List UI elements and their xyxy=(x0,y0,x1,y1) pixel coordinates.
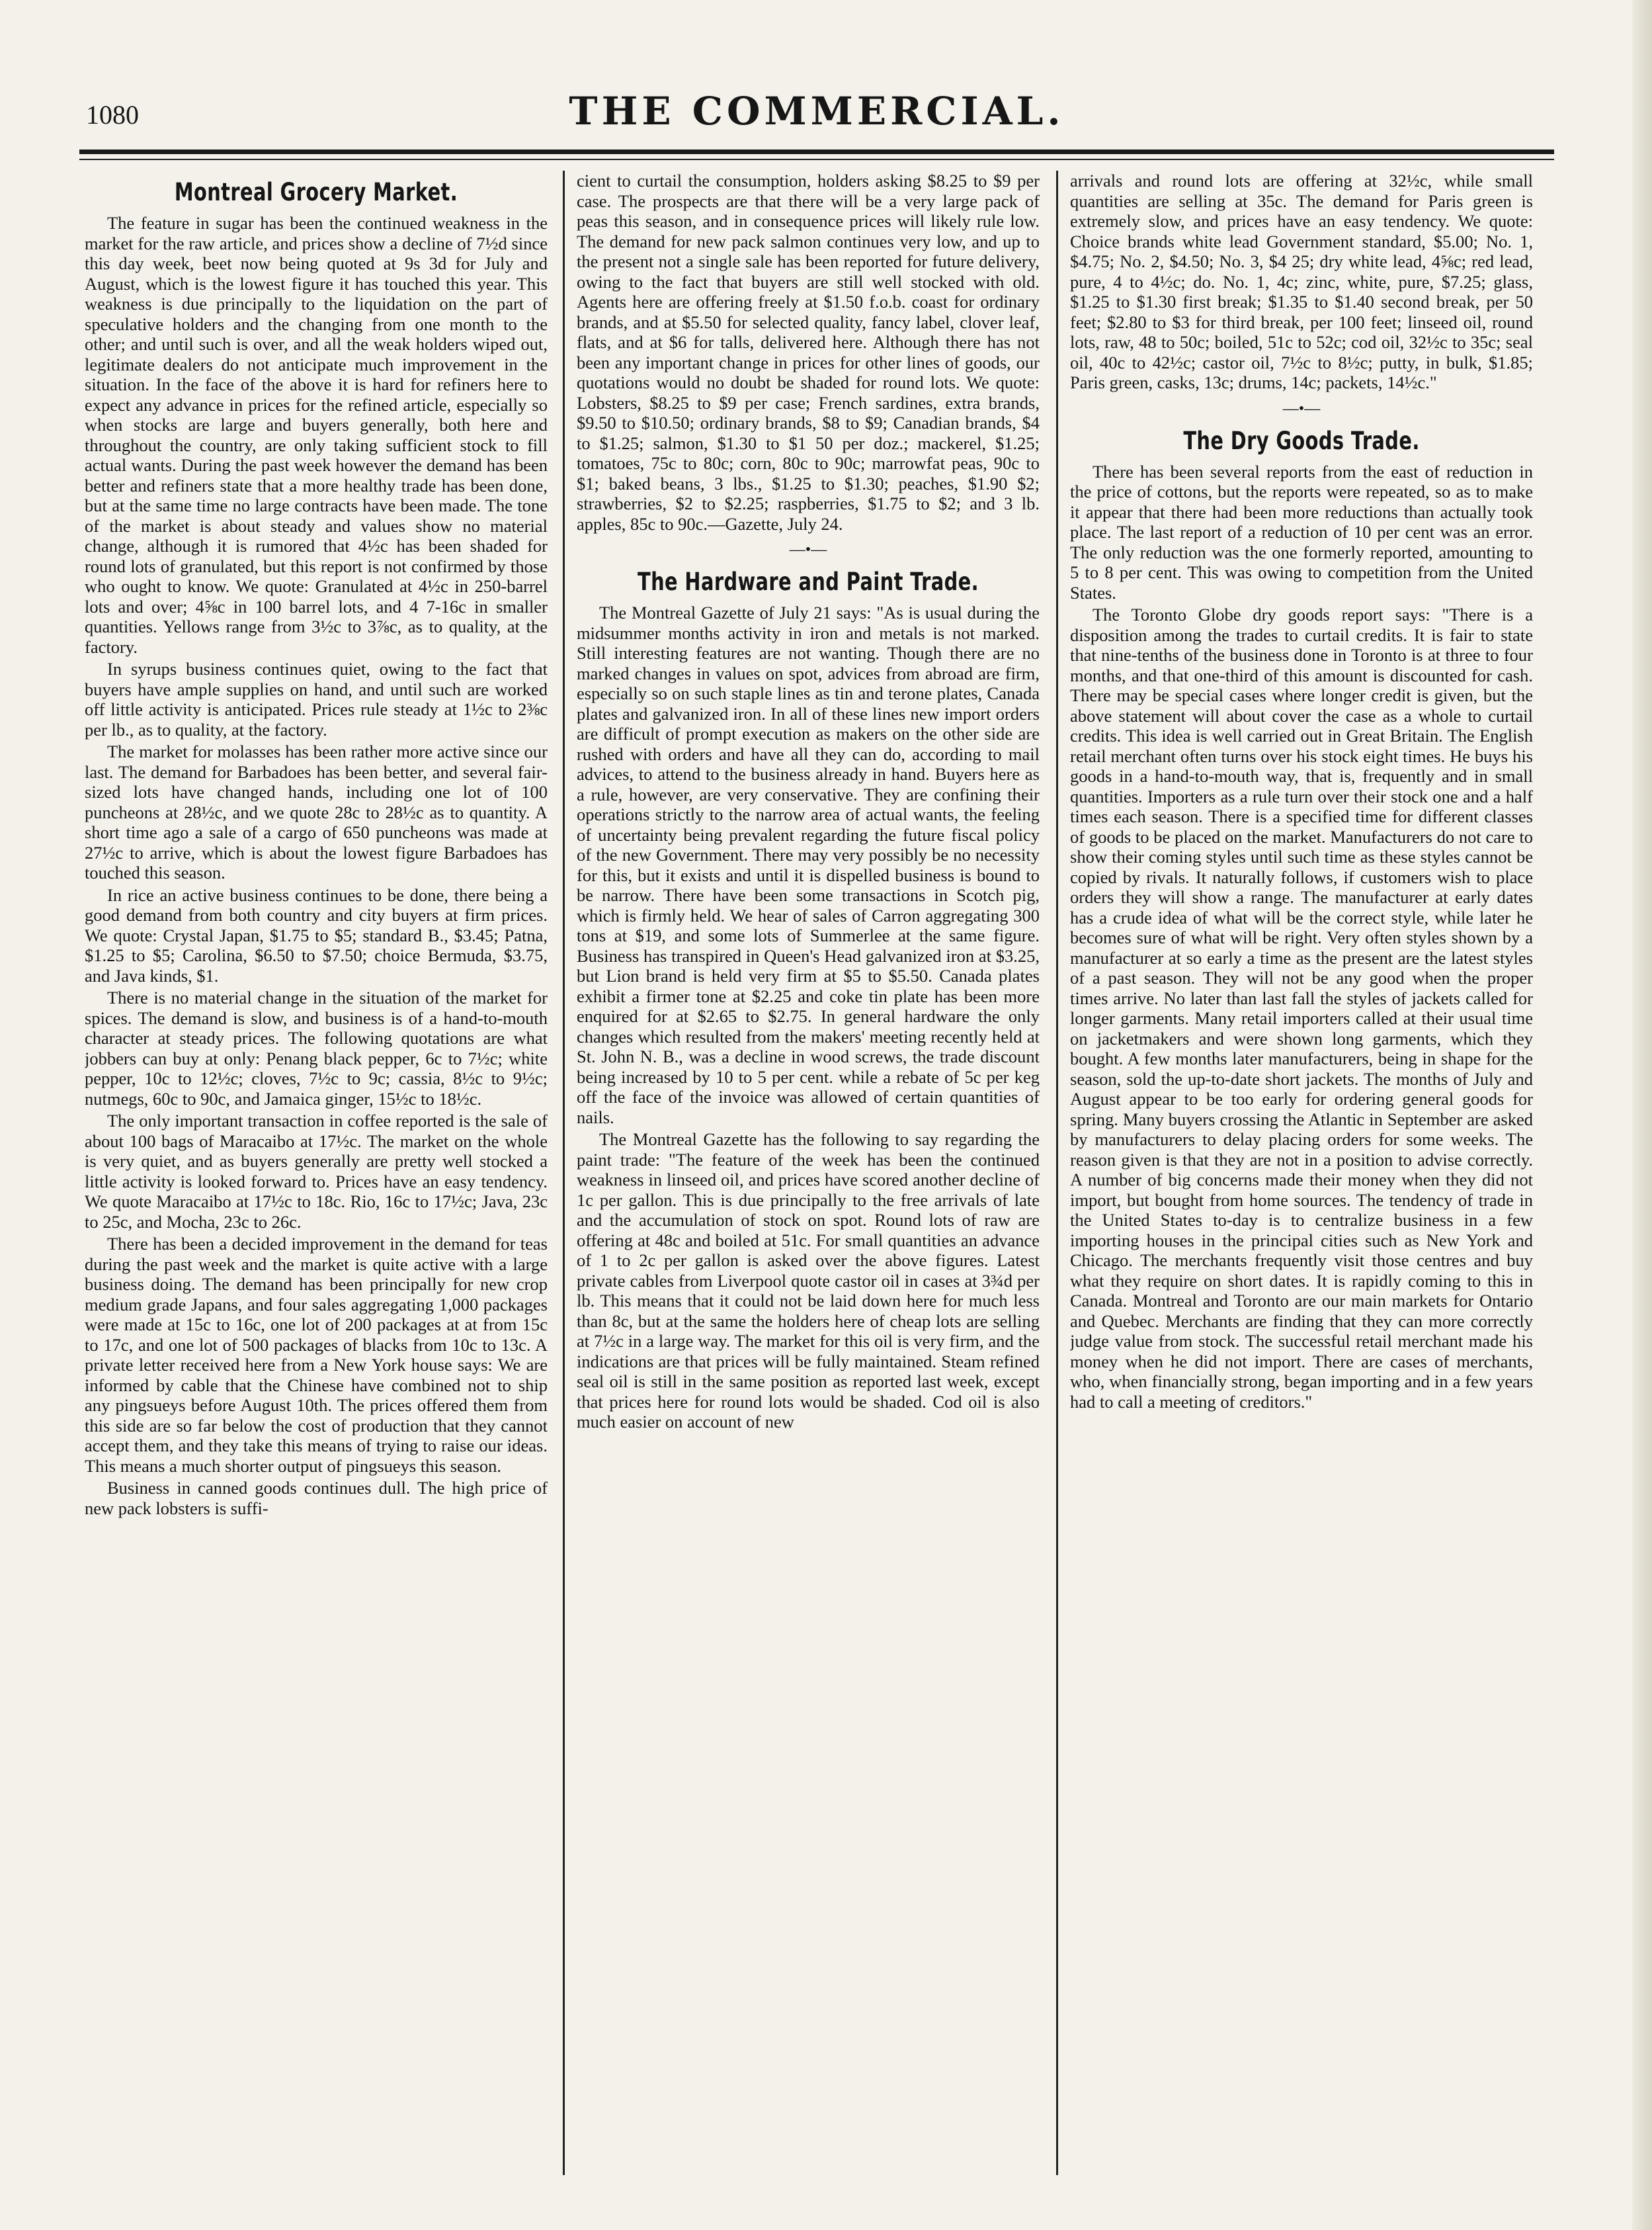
article-paragraph-continued: cient to curtail the consumption, holders asking $8.25 to $9 per case. The prospects are that there will be a very large pack of peas this season, and in consequence prices will likely rule low. The demand for new pack salmon continues very low, and up to the present not a single sale has been reported for future delivery, owing to the fact that buyers are still well stocked with old. Agents here are offering freely at $1.50 f.o.b. coast for ordinary brands, and at $5.50 for selected quality, fancy label, clover leaf, flats, and at $6 for talls, delivered here. Although there has not been any important change in prices for other lines of goods, our quotations would no doubt be shaded for round lots. We quote: Lobsters, $8.25 to $9 per case; French sardines, extra brands, $9.50 to $10.50; ordinary brands, $8 to $9; Canadian brands, $4 to $1.25; salmon, $1.30 to $1 50 per doz.; mackerel, $1.25; tomatoes, 75c to 80c; corn, 80c to 90c; marrowfat peas, 90c to $1; baked beans, 3 lbs., $1.25 to $1.30; peaches, $1.90 $2; strawberries, $2 to $2.25; raspberries, $1.75 to $2; and 3 lb. apples, 85c to 90c.—Gazette, July 24. xyxy=(577,171,1040,534)
column-1 xyxy=(85,171,548,2172)
section-separator: —•— xyxy=(789,541,827,558)
article-paragraph: The Montreal Gazette of July 21 says: "As is usual during the midsummer months activity in iron and metals is not marked. Still interesting features are not wanting. Though there are no marked changes in values on spot, advices from abroad are firm, especially so on such staple lines as tin and terone plates, Canada plates and galvanized iron. In all of these lines new import orders are difficult of prompt execution as makers on the other side are rushed with orders and have all they can do, according to mail advices, to attend to the business already in hand. Buyers here as a rule, however, are very conservative. They are confining their operations strictly to the narrow area of actual wants, the feeling of uncertainty being prevalent regarding the future fiscal policy of the new Government. There may very possibly be no necessity for this, but it exists and until it is dispelled business is bound to be narrow. There have been some transactions in Scotch pig, which is firmly held. We hear of sales of Carron aggregating 300 tons at $19, and some lots of Summerlee at the same figure. Business has transpired in Queen's Head galvanized iron at $3.25, but Lion brand is held very firm at $5 to $5.50. Canada plates exhibit a firmer tone at $2.25 and coke tin plate has been more enquired for at $2.65 to $2.75. In general hardware the only changes which resulted from the makers' meeting recently held at St. John N. B., was a decline in wood screws, the trade discount being increased by 10 to 5 per cent. while a rebate of 5c per keg off the face of the invoice was allowed of certain quantities of nails. xyxy=(577,603,1040,1127)
article-paragraph: The feature in sugar has been the continued weakness in the market for the raw article, and prices show a decline of 7½d since this day week, beet now being quoted at 9s 3d for July and August, which is the lowest figure it has touched this year. This weakness is due principally to the liquidation on the part of speculative holders and the changing from one month to the other; and until such is over, and all the weak holders wiped out, legitimate dealers do not anticipate much improvement in the situation. In the face of the above it is hard for refiners here to expect any advance in prices for the refined article, especially so when stocks are large and buyers generally, both here and throughout the country, are only taking sufficient stock to fill actual wants. During the past week however the demand has been better and refiners state that a more healthy trade has been done, but at the same time no large contracts have been made. The tone of the market is about steady and values show no material change, although it is rumored that 4½c has been shaded for round lots of granulated, but this report is not confirmed by those who ought to know. We quote: Granulated at 4½c in 250-barrel lots and over; 4⅝c in 100 barrel lots, and 4 7-16c in smaller quantities. Yellows range from 3½c to 3⅞c, as to quality, at the factory. xyxy=(85,213,548,657)
article-paragraph: In rice an active business continues to be done, there being a good demand from both country and city buyers at firm prices. We quote: Crystal Japan, $1.75 to $5; standard B., $3.45; Patna, $1.25 to $5; Carolina, $6.50 to $7.50; choice Bermuda, $3.75, and Java kinds, $1. xyxy=(85,884,548,986)
article-paragraph: The Montreal Gazette has the following to say regarding the paint trade: "The feature of the week has been the continued weakness in linseed oil, and prices have scored another decline of 1c per gallon. This is due principally to the free arrivals of late and the accumulation of stock on spot. Round lots of raw are offering at 48c and boiled at 51c. For small quantities an advance of 1 to 2c per gallon is asked over the above figures. Latest private cables from Liverpool quote castor oil in cases at 3¾d per lb. This means that it could not be laid down here for much less than 8c, but at the same the holders here of cheap lots are selling at 7½c in a large way. The market for this oil is very firm, and the indications are that prices will be fully maintained. Steam refined seal oil is still in the same position as reported last week, except that prices here for round lots would be shaded. Cod oil is also much easier on account of new xyxy=(577,1129,1040,1432)
article-paragraph: There has been several reports from the east of reduction in the price of cottons, but the reports were repeated, so as to make it appear that there had been more reductions than actually took place. The last report of a reduction of 10 per cent was an error. The only reduction was the one formerly reported, amounting to 5 to 8 per cent. This was owing to competition from the United States. xyxy=(1070,461,1533,603)
article-paragraph: There has been a decided improvement in the demand for teas during the past week and the market is quite active with a large business doing. The demand has been principally for new crop medium grade Japans, and four sales aggregating 1,000 packages were made at 15c to 16c, one lot of 200 packages at at from 15c to 17c, and one lot of 500 packages of blacks from 10c to 13c. A private letter received here from a New York house says: We are informed by cable that the Chinese have combined not to ship any pingsueys before August 10th. The prices offered them from this side are so far below the cost of production that they cannot accept them, and they take this means of trying to raise our ideas. This means a much shorter output of pingsueys this season. xyxy=(85,1234,548,1476)
page-edge-shadow xyxy=(1632,0,1652,2230)
article-paragraph: The market for molasses has been rather more active since our last. The demand for Barbadoes has been better, and several fair-sized lots have changed hands, including one lot of 100 puncheons at 28½c, and we quote 28c to 28½c as to quantity. A short time ago a sale of a cargo of 650 puncheons was made at 27½c to arrive, which is about the lowest figure Barbadoes has touched this season. xyxy=(85,742,548,882)
column-3 xyxy=(1070,171,1533,2172)
article-paragraph-continued: arrivals and round lots are offering at 32½c, while small quantities are selling at 35c. The demand for Paris green is extremely slow, and prices have an easy tendency. We quote: Choice brands white lead Government standard, $5.00; No. 1, $4.75; No. 2, $4.50; No. 3, $4 25; dry white lead, 4⅝c; red lead, pure, 4 to 4½c; do. No. 1, 4c; zinc, white, pure, $7.25; glass, $1.25 to $1.30 first break; $1.35 to $1.40 second break, per 50 feet; $2.80 to $3 for third break, per 100 feet; linseed oil, round lots, raw, 48 to 50c; boiled, 51c to 52c; cod oil, 32½c to 35c; seal oil, 40c to 42½c; castor oil, 7½c to 8½c; putty, in bulk, $1.85; Paris green, casks, 13c; drums, 14c; packets, 14½c." xyxy=(1070,171,1533,392)
article-paragraph: There is no material change in the situation of the market for spices. The demand is slow, and business is of a hand-to-mouth character at steady prices. The following quotations are what jobbers can buy at only: Penang black pepper, 6c to 7½c; white pepper, 10c to 12½c; cloves, 7½c to 9c; cassia, 8½c to 9½c; nutmegs, 60c to 90c, and Jamaica ginger, 15½c to 18½c. xyxy=(85,988,548,1109)
article-paragraph: In syrups business continues quiet, owing to the fact that buyers have ample supplies on hand, and until such are worked off little activity is anticipated. Prices rule steady at 1½c to 2⅜c per lb., as to quality, at the factory. xyxy=(85,659,548,740)
article-headline-grocery: Montreal Grocery Market. xyxy=(174,178,458,206)
page-number: 1080 xyxy=(86,100,139,130)
article-headline-dry-goods: The Dry Goods Trade. xyxy=(1183,426,1420,455)
masthead: THE COMMERCIAL. xyxy=(569,89,1065,134)
header-rule-thin xyxy=(79,159,1554,160)
column-2 xyxy=(577,171,1040,2172)
section-separator: —•— xyxy=(1282,400,1321,417)
article-paragraph: Business in canned goods continues dull. The high price of new pack lobsters is suffi- xyxy=(85,1478,548,1518)
article-paragraph: The only important transaction in coffee reported is the sale of about 100 bags of Maracaibo at 17½c. The market on the whole is very quiet, and as buyers generally are pretty well stocked a little activity is looked forward to. Prices have an easy tendency. We quote Maracaibo at 17½c to 18c. Rio, 16c to 17½c; Java, 23c to 25c, and Mocha, 23c to 26c. xyxy=(85,1111,548,1232)
column-divider xyxy=(563,171,565,2175)
column-divider xyxy=(1056,171,1058,2175)
article-paragraph: The Toronto Globe dry goods report says: "There is a disposition among the trades to curtail credits. It is fair to state that nine-tenths of the business done in Toronto is at three to four months, and that one-third of this amount is discounted for cash. There may be special cases where longer credit is given, but the above statement will about cover the case as a whole to curtail credits. This idea is well carried out in Great Britain. The English retail merchant often turns over his stock eight times. He buys his goods in a hand-to-mouth way, that is, frequently and in small quantities. Importers as a rule turn over their stock one and a half times each season. There is a specified time for different classes of goods to be placed on the market. Manufacturers do not care to show their coming styles until such time as these styles cannot be copied by rivals. It naturally follows, if customers wish to place orders they will show a range. The manufacturer at early dates has a crude idea of what will be the correct style, while later he becomes sure of what will be right. Very often styles shown by a manufacturer at so early a time as the present are the latest styles of a past season. They will not be any good when the proper times arrive. No later than last fall the styles of jackets called for longer garments. Many retail importers called at their usual time on jacketmakers and were shown long garments, which they bought. A few months later manufacturers, being in shape for the season, sold the up-to-date short jackets. The months of July and August appear to be too early for ordering general goods for spring. Many buyers crossing the Atlantic in September are asked by manufacturers to delay placing orders for some weeks. The reason given is that they are not in a position to advise correctly. A number of big concerns made their money when they did not import, but bought from home sources. The tendency of trade in the United States to-day is to centralize business in a few importing houses in the principal cities such as New York and Chicago. The merchants frequently visit those centres and buy what they require on short dates. It is rapidly coming to this in Canada. Montreal and Toronto are our main markets for Ontario and Quebec. Merchants are finding that they can more correctly judge value from stock. The successful retail merchant made his money when he did not import. There are cases of merchants, who, when financially strong, began importing and in a few years had to call a meeting of creditors." xyxy=(1070,605,1533,1412)
header-rule-thick xyxy=(79,150,1554,154)
article-headline-hardware: The Hardware and Paint Trade. xyxy=(638,568,979,596)
page-header xyxy=(79,85,1554,144)
